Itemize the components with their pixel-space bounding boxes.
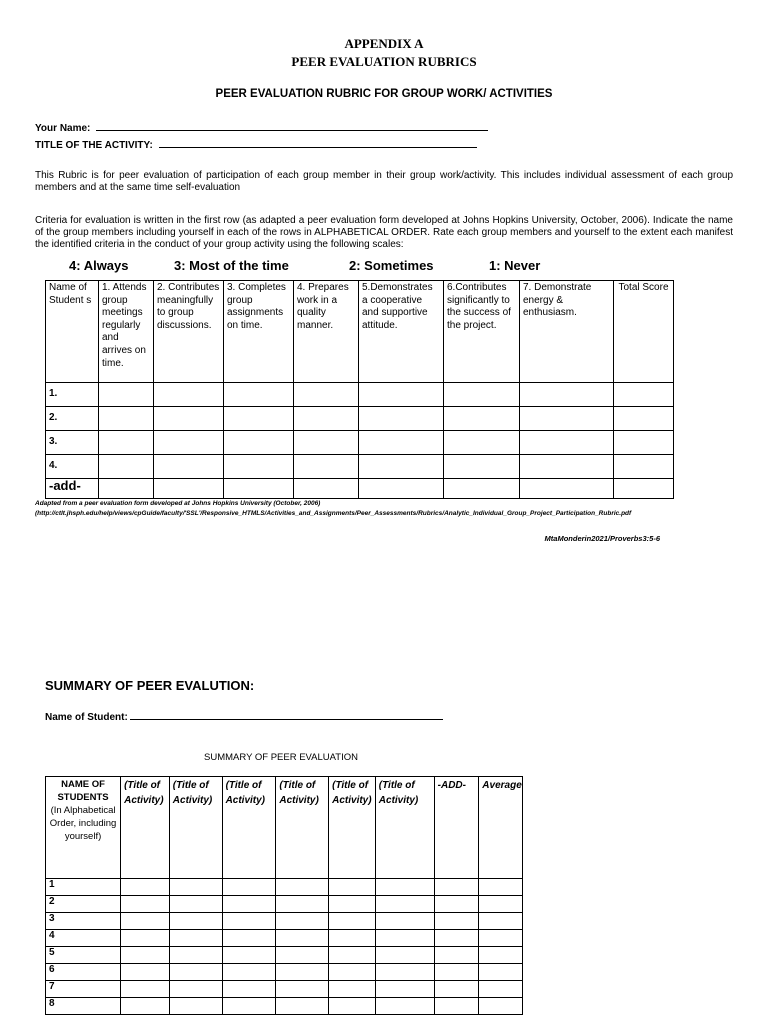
summary-cell[interactable] <box>329 947 376 964</box>
rubric-header-criterion-6: 6.Contributes significantly to the success of the project. <box>444 281 520 383</box>
rubric-header-total: Total Score <box>614 281 674 383</box>
summary-heading: SUMMARY OF PEER EVALUTION: <box>45 678 255 693</box>
summary-cell[interactable] <box>375 879 434 896</box>
summary-header-activity-5: (Title of Activity) <box>329 777 376 879</box>
summary-header-row <box>46 777 523 879</box>
summary-subheading: SUMMARY OF PEER EVALUATION <box>204 752 358 763</box>
summary-cell[interactable] <box>169 981 222 998</box>
summary-cell[interactable] <box>276 879 329 896</box>
score-cell[interactable] <box>224 383 294 407</box>
your-name-field <box>35 121 488 134</box>
table-row <box>46 964 523 981</box>
summary-cell[interactable] <box>169 930 222 947</box>
score-cell[interactable] <box>614 383 674 407</box>
summary-cell[interactable] <box>222 930 276 947</box>
rubric-header-criterion-2: 2. Contributes meaningfully to group discussions. <box>154 281 224 383</box>
summary-cell[interactable] <box>276 981 329 998</box>
score-cell[interactable] <box>520 455 614 479</box>
row-label: 4. <box>46 455 99 479</box>
summary-cell[interactable] <box>375 964 434 981</box>
summary-row-number: 1 <box>46 879 121 896</box>
summary-cell[interactable] <box>276 930 329 947</box>
summary-cell[interactable] <box>329 998 376 1015</box>
score-cell[interactable] <box>99 455 154 479</box>
summary-row-number: 7 <box>46 981 121 998</box>
summary-cell[interactable] <box>222 913 276 930</box>
table-row <box>46 981 523 998</box>
summary-header-activity-6: (Title of Activity) <box>375 777 434 879</box>
summary-header-students-note: (In Alphabetical Order, including yourself) <box>49 805 117 842</box>
table-row <box>46 947 523 964</box>
activity-label: TITLE OF THE ACTIVITY: <box>35 140 153 151</box>
score-cell[interactable] <box>444 455 520 479</box>
summary-header-students-title: NAME OF STUDENTS <box>57 779 109 803</box>
summary-cell[interactable] <box>434 947 479 964</box>
summary-cell[interactable] <box>479 913 523 930</box>
summary-row-number: 5 <box>46 947 121 964</box>
summary-cell[interactable] <box>276 947 329 964</box>
row-label-add: -add- <box>46 479 99 499</box>
rubric-header-criterion-3: 3. Completes group assignments on time. <box>224 281 294 383</box>
summary-row-number: 2 <box>46 896 121 913</box>
summary-cell[interactable] <box>479 930 523 947</box>
summary-cell[interactable] <box>169 964 222 981</box>
score-cell[interactable] <box>614 479 674 499</box>
summary-cell[interactable] <box>276 998 329 1015</box>
row-label: 1. <box>46 383 99 407</box>
summary-cell[interactable] <box>375 930 434 947</box>
table-row <box>46 930 523 947</box>
summary-cell[interactable] <box>434 913 479 930</box>
rubric-header-name: Name of Student s <box>46 281 99 383</box>
footnote-url: (http://ctlt.jhsph.edu/help/views/cpGuide/faculty/'SSL'/Responsive_HTMLS/Activities_and_Assignments/Peer_Assessments/Rubrics/Analytic_Individual_Group_Project_Participation_Rubric.pdf <box>35 510 632 517</box>
score-cell[interactable] <box>99 383 154 407</box>
summary-header-average: Average <box>479 777 523 879</box>
row-label: 3. <box>46 431 99 455</box>
score-cell[interactable] <box>154 407 224 431</box>
score-cell[interactable] <box>294 455 359 479</box>
summary-cell[interactable] <box>479 879 523 896</box>
score-cell[interactable] <box>444 431 520 455</box>
summary-header-students <box>46 777 121 879</box>
summary-cell[interactable] <box>222 964 276 981</box>
summary-cell[interactable] <box>434 930 479 947</box>
score-cell[interactable] <box>614 455 674 479</box>
intro-paragraph: This Rubric is for peer evaluation of participation of each group member in their group work/activity. This includes individual assessment of each group members and at the same time self-evaluation <box>35 170 733 193</box>
summary-cell[interactable] <box>169 998 222 1015</box>
summary-cell[interactable] <box>329 964 376 981</box>
scale-never: 1: Never <box>489 258 541 273</box>
score-cell[interactable] <box>154 455 224 479</box>
summary-cell[interactable] <box>434 998 479 1015</box>
summary-cell[interactable] <box>222 998 276 1015</box>
score-cell[interactable] <box>520 479 614 499</box>
score-cell[interactable] <box>359 407 444 431</box>
table-row <box>46 455 674 479</box>
score-cell[interactable] <box>224 431 294 455</box>
author-signature: MtaMonderin2021/Proverbs3:5-6 <box>544 534 660 543</box>
scale-sometimes: 2: Sometimes <box>349 258 434 273</box>
summary-cell[interactable] <box>479 998 523 1015</box>
summary-student-label: Name of Student: <box>45 712 128 723</box>
summary-cell[interactable] <box>121 964 170 981</box>
summary-cell[interactable] <box>375 998 434 1015</box>
summary-cell[interactable] <box>276 896 329 913</box>
table-row <box>46 998 523 1015</box>
score-cell[interactable] <box>99 407 154 431</box>
score-cell[interactable] <box>520 431 614 455</box>
summary-cell[interactable] <box>222 947 276 964</box>
activity-line[interactable] <box>159 138 477 148</box>
summary-student-field <box>45 710 443 723</box>
score-cell[interactable] <box>294 479 359 499</box>
summary-cell[interactable] <box>434 879 479 896</box>
your-name-line[interactable] <box>96 121 488 131</box>
score-cell[interactable] <box>224 455 294 479</box>
footnote-source: Adapted from a peer evaluation form developed at Johns Hopkins University (October, 2006) <box>35 500 321 507</box>
score-cell[interactable] <box>614 407 674 431</box>
table-row <box>46 879 523 896</box>
rubric-header-criterion-4: 4. Prepares work in a quality manner. <box>294 281 359 383</box>
summary-header-activity-1: (Title of Activity) <box>121 777 170 879</box>
summary-cell[interactable] <box>121 879 170 896</box>
summary-row-number: 8 <box>46 998 121 1015</box>
summary-cell[interactable] <box>329 930 376 947</box>
rubric-header-row <box>46 281 674 383</box>
summary-cell[interactable] <box>434 896 479 913</box>
table-row <box>46 896 523 913</box>
summary-cell[interactable] <box>276 913 329 930</box>
summary-header-activity-2: (Title of Activity) <box>169 777 222 879</box>
score-cell[interactable] <box>224 479 294 499</box>
rubric-heading: PEER EVALUATION RUBRIC FOR GROUP WORK/ ACTIVITIES <box>215 88 553 100</box>
summary-cell[interactable] <box>479 964 523 981</box>
criteria-paragraph: Criteria for evaluation is written in the first row (as adapted a peer evaluation form developed at Johns Hopkins University, October, 2006). Indicate the name of the group members including yourself in each of the rows in ALPHABETICAL ORDER. Rate each group members and yourself to the extent each manifest the identified criteria in the conduct of your group activity using the following scales: <box>35 215 733 250</box>
summary-cell[interactable] <box>169 913 222 930</box>
score-cell[interactable] <box>444 407 520 431</box>
table-row <box>46 913 523 930</box>
score-cell[interactable] <box>224 407 294 431</box>
summary-cell[interactable] <box>169 879 222 896</box>
summary-cell[interactable] <box>121 896 170 913</box>
summary-cell[interactable] <box>434 964 479 981</box>
score-cell[interactable] <box>444 479 520 499</box>
table-row <box>46 431 674 455</box>
summary-header-activity-4: (Title of Activity) <box>276 777 329 879</box>
summary-cell[interactable] <box>375 896 434 913</box>
score-cell[interactable] <box>359 479 444 499</box>
summary-cell[interactable] <box>169 896 222 913</box>
row-label: 2. <box>46 407 99 431</box>
table-row <box>46 407 674 431</box>
score-cell[interactable] <box>444 383 520 407</box>
score-cell[interactable] <box>154 383 224 407</box>
table-row <box>46 383 674 407</box>
summary-cell[interactable] <box>329 913 376 930</box>
summary-student-line[interactable] <box>130 710 443 720</box>
score-cell[interactable] <box>359 455 444 479</box>
summary-cell[interactable] <box>121 981 170 998</box>
score-cell[interactable] <box>359 431 444 455</box>
summary-cell[interactable] <box>329 896 376 913</box>
summary-cell[interactable] <box>121 947 170 964</box>
summary-cell[interactable] <box>329 981 376 998</box>
summary-cell[interactable] <box>121 930 170 947</box>
score-cell[interactable] <box>614 431 674 455</box>
summary-cell[interactable] <box>479 981 523 998</box>
scale-always: 4: Always <box>69 258 129 273</box>
summary-header-activity-3: (Title of Activity) <box>222 777 276 879</box>
activity-field <box>35 138 477 151</box>
summary-row-number: 4 <box>46 930 121 947</box>
summary-cell[interactable] <box>276 964 329 981</box>
summary-cell[interactable] <box>222 981 276 998</box>
your-name-label: Your Name: <box>35 123 91 134</box>
score-cell[interactable] <box>294 407 359 431</box>
summary-row-number: 6 <box>46 964 121 981</box>
score-cell[interactable] <box>359 383 444 407</box>
rubric-header-criterion-5: 5.Demonstrates a cooperative and supportive attitude. <box>359 281 444 383</box>
summary-cell[interactable] <box>222 879 276 896</box>
appendix-title: APPENDIX A <box>344 36 424 51</box>
summary-cell[interactable] <box>434 981 479 998</box>
summary-table <box>45 776 523 1015</box>
summary-cell[interactable] <box>121 913 170 930</box>
score-cell[interactable] <box>294 431 359 455</box>
summary-cell[interactable] <box>479 947 523 964</box>
score-cell[interactable] <box>154 431 224 455</box>
summary-row-number: 3 <box>46 913 121 930</box>
appendix-subtitle: PEER EVALUATION RUBRICS <box>291 54 477 69</box>
summary-cell[interactable] <box>375 913 434 930</box>
table-row <box>46 479 674 499</box>
summary-header-add: -ADD- <box>434 777 479 879</box>
summary-cell[interactable] <box>329 879 376 896</box>
score-cell[interactable] <box>154 479 224 499</box>
score-cell[interactable] <box>99 431 154 455</box>
summary-cell[interactable] <box>169 947 222 964</box>
summary-cell[interactable] <box>479 896 523 913</box>
summary-cell[interactable] <box>222 896 276 913</box>
score-cell[interactable] <box>520 383 614 407</box>
score-cell[interactable] <box>99 479 154 499</box>
summary-cell[interactable] <box>375 981 434 998</box>
score-cell[interactable] <box>294 383 359 407</box>
rubric-table <box>45 280 674 499</box>
rubric-header-criterion-1: 1. Attends group meetings regularly and arrives on time. <box>99 281 154 383</box>
summary-cell[interactable] <box>375 947 434 964</box>
rubric-header-criterion-7: 7. Demonstrate energy & enthusiasm. <box>520 281 614 383</box>
scale-most-of-the-time: 3: Most of the time <box>174 258 289 273</box>
score-cell[interactable] <box>520 407 614 431</box>
summary-cell[interactable] <box>121 998 170 1015</box>
